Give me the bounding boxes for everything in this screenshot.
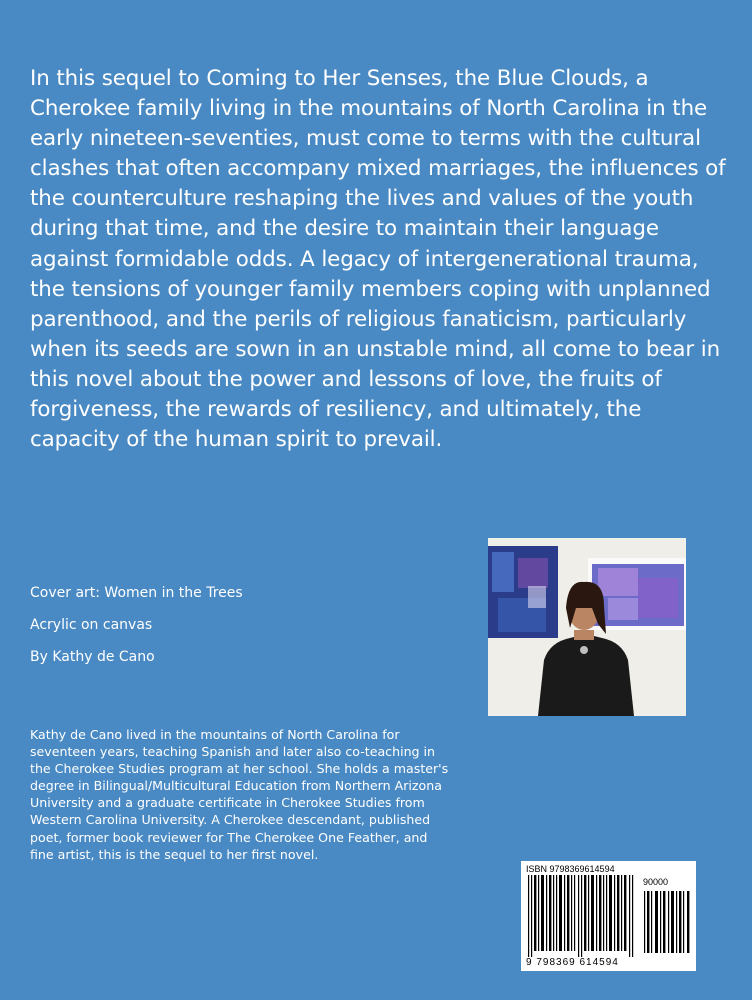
isbn-digits: 9 798369 614594 <box>526 957 619 968</box>
price-code: 90000 <box>643 877 669 887</box>
cover-art-medium: Acrylic on canvas <box>30 617 153 633</box>
cover-art-title: Cover art: Women in the Trees <box>30 585 243 601</box>
isbn-label: ISBN 9798369614594 <box>526 864 615 874</box>
isbn-barcode <box>521 861 696 971</box>
book-blurb: In this sequel to Coming to Her Senses, the Blue Clouds, a Cherokee family living in the mountains of North Carolina in the early nineteen-seventies, must come to terms with the cultural clashes that often accompany mixed marriages, the influences of the counterculture reshaping the lives and values of the youth during that time, and the desire to maintain their language against formidable odds. A legacy of intergenerational trauma, the tensions of younger family members coping with unplanned parenthood, and the perils of religious fanaticism, particularly when its seeds are sown in an unstable mind, all come to bear in this novel about the power and lessons of love, the fruits of forgiveness, the rewards of resiliency, and ultimately, the capacity of the human spirit to prevail. <box>30 66 726 453</box>
barcode-bars <box>526 875 638 957</box>
author-photo <box>488 538 686 716</box>
cover-art-artist: By Kathy de Cano <box>30 649 155 665</box>
author-bio: Kathy de Cano lived in the mountains of North Carolina for seventeen years, teaching Spanish and later also co-teaching in the Cherokee Studies program at her school. She holds a master's degree in Bilingual/Multicultural Education from Northern Arizona University and a graduate certificate in Cherokee Studies from Western Carolina University. A Cherokee descendant, published poet, former book reviewer for The Cherokee One Feather, and fine artist, this is the sequel to her first novel. <box>30 727 449 862</box>
price-barcode-bars <box>643 891 691 953</box>
cover-art-credits <box>30 583 243 679</box>
